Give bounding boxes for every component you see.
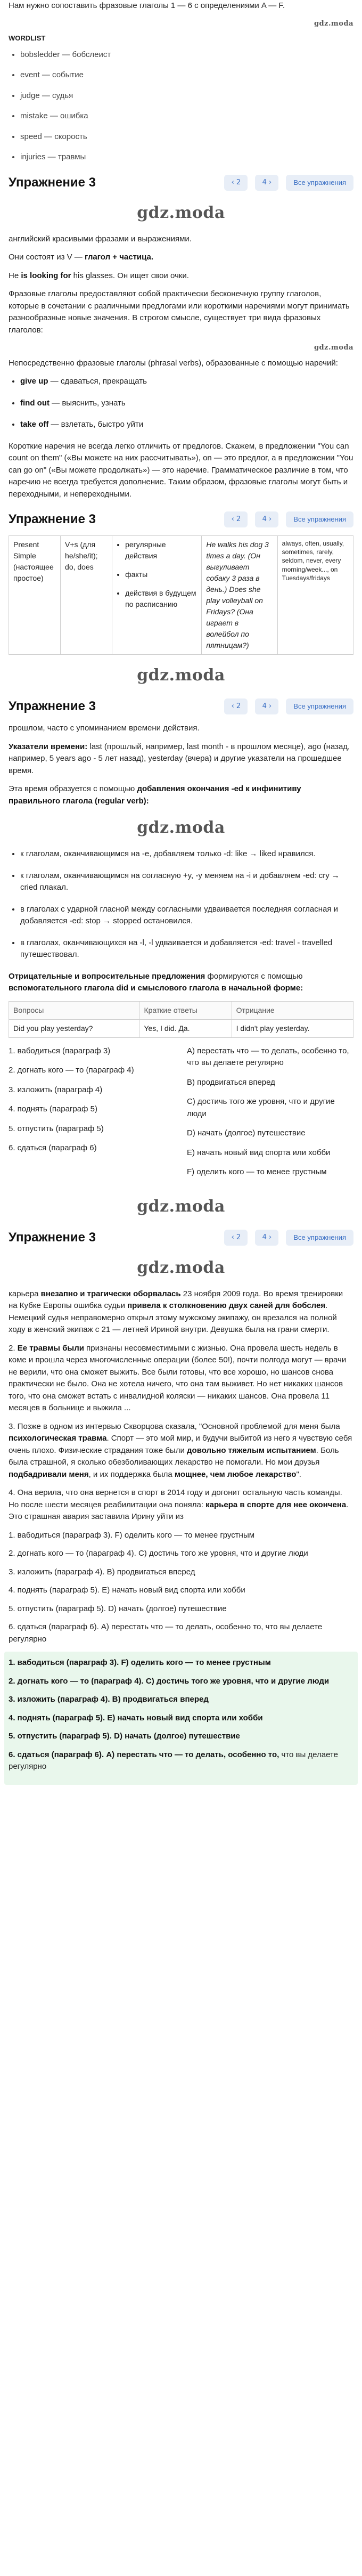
exercise-nav	[224, 175, 353, 191]
text-bold: give up	[20, 377, 48, 386]
left-column	[9, 1045, 175, 1186]
text-bold: 3. изложить (параграф 4). B) продвигаться вперед	[9, 1695, 209, 1704]
text: Они состоят из V —	[9, 253, 85, 262]
match-item: F) оделить кого — то менее грустным	[187, 1167, 327, 1176]
exercise-bar	[9, 697, 353, 716]
matching-columns	[9, 1045, 353, 1186]
list-item	[20, 419, 353, 431]
table-cell: He walks his dog 3 times a day. (Он выгуливает собаку 3 раза в день.) Does she play volleyball on Fridays? (Она играет в волейбол по пятницам?)	[202, 536, 277, 655]
text-bold: довольно тяжелым испытанием	[187, 1445, 316, 1455]
watermark: gdz.moda	[137, 818, 225, 837]
column-header: Отрицание	[232, 1001, 353, 1019]
paragraph	[9, 1487, 353, 1523]
wordlist-item: • event — событие	[20, 69, 353, 82]
text-bold: карьера в спорте для нее окончена	[205, 1500, 347, 1509]
wordlist-title: WORDLIST	[9, 34, 46, 42]
match-item: D) начать (долгое) путешествие	[187, 1128, 306, 1137]
next-exercise-button[interactable]: 4 ›	[255, 698, 278, 714]
text-bold: 6. сдаться (параграф 6). A) перестать что — то делать, особенно то,	[9, 1750, 279, 1759]
paragraph	[9, 251, 353, 264]
exercise-title: Упражнение 3	[9, 512, 96, 526]
exercise-bar	[9, 510, 353, 529]
table-cell: always, often, usually, sometimes, rarely, seldom, never, every morning/week..., on Tuesdays/fridays	[277, 536, 353, 655]
rules-list	[9, 848, 353, 961]
exercise-nav	[224, 1230, 353, 1246]
watermark: gdz.moda	[314, 344, 353, 352]
text-bold: внезапно и трагически оборвалась	[40, 1289, 181, 1298]
table-cell	[112, 536, 202, 655]
match-item: 1. вабодиться (параграф 3)	[9, 1046, 111, 1055]
table-cell: I didn't play yesterday.	[232, 1019, 353, 1037]
text: . Это страшная авария заставила Ирину уйти из	[9, 1500, 349, 1521]
text: 3. Позже в одном из интервью Скворцова сказала, "Основной проблемой для меня была	[9, 1421, 340, 1431]
text: — выяснить, узнать	[49, 398, 126, 408]
paragraph	[9, 1343, 353, 1415]
text-bold: take off	[20, 420, 49, 429]
exercise-bar	[9, 1228, 353, 1247]
answer-item: 3. изложить (параграф 4). B) продвигаться вперед	[9, 1567, 195, 1577]
next-exercise-button[interactable]: 4 ›	[255, 511, 278, 527]
text: 23 ноября 2009 года. Во время тренировки на Кубке Европы ошибка судьи	[9, 1289, 343, 1310]
table-cell: Present Simple (настоящее простое)	[9, 536, 61, 655]
questions-table	[9, 1001, 353, 1038]
match-item: C) достичь того же уровня, что и другие люди	[187, 1097, 335, 1118]
all-exercises-button[interactable]: Все упражнения	[286, 511, 353, 527]
prev-exercise-button[interactable]: ‹ 2	[224, 698, 248, 714]
exercise-title: Упражнение 3	[9, 175, 96, 190]
wordlist	[9, 49, 353, 164]
table-row	[9, 536, 353, 655]
answer-item	[9, 1749, 353, 1773]
exercise-bar	[9, 173, 353, 192]
text-bold: 4. поднять (параграф 5). E) начать новый вид спорта или хобби	[9, 1713, 263, 1722]
text-bold: 1. вабодиться (параграф 3). F) оделить кого — то менее грустным	[9, 1658, 271, 1667]
tense-table	[9, 535, 353, 655]
text: . Боль была страшной, я сколько обезболивающих лекарство не помогали. Но мои друзья	[9, 1445, 339, 1467]
text-bold: добавления окончания -ed к инфинитиву правильного глагола (regular verb):	[9, 784, 301, 806]
paragraph	[9, 1288, 353, 1336]
list-item: • факты	[125, 569, 197, 580]
text-bold: 5. отпустить (параграф 5). D) начать (долгое) путешествие	[9, 1732, 240, 1741]
text: 4. Она верила, что она вернется в спорт в 2014 году и догонит остальную часть команды. Но после шести месяцев реабилитации она поняла:	[9, 1488, 342, 1509]
wordlist-item: • speed — скорость	[20, 131, 353, 143]
paragraph	[9, 783, 353, 807]
exercise-title: Упражнение 3	[9, 1230, 96, 1245]
list-item	[20, 376, 353, 388]
answer-item: 6. сдаться (параграф 6). A) перестать что — то делать, особенно то, что вы делаете регулярно	[9, 1622, 323, 1644]
match-item: 4. поднять (параграф 5)	[9, 1104, 97, 1114]
wordlist-item: • injuries — травмы	[20, 151, 353, 164]
exercise-nav	[224, 511, 353, 527]
answer-item: 5. отпустить (параграф 5). D) начать (долгое) путешествие	[9, 1604, 227, 1613]
text: his glasses. Он ищет свои очки.	[71, 271, 189, 280]
answers-list	[9, 1530, 353, 1646]
table-header-row	[9, 1001, 353, 1019]
answer-item	[9, 1657, 353, 1669]
table-cell: Did you play yesterday?	[9, 1019, 139, 1037]
text-bold: подбадривали меня	[9, 1469, 89, 1479]
list-item: • в глаголах с ударной гласной между согласными удваивается последняя согласная и добавляется -ed: stop → stopped остановился.	[20, 904, 353, 928]
answer-item	[9, 1712, 353, 1725]
text: 2.	[9, 1343, 18, 1353]
answer-item	[9, 1694, 353, 1706]
text: формируются с помощью	[205, 971, 303, 981]
match-item: 5. отпустить (параграф 5)	[9, 1124, 104, 1133]
watermark: gdz.moda	[314, 19, 353, 28]
text: . Спорт — это мой мир, и будучи выбитой из него я чувствую себя очень плохо. Физические страдания тоже были	[9, 1434, 352, 1455]
paragraph	[9, 1421, 353, 1481]
watermark: gdz.moda	[137, 203, 225, 222]
match-item: 3. изложить (параграф 4)	[9, 1085, 103, 1094]
text-bold: is looking for	[21, 271, 71, 280]
next-exercise-button[interactable]: 4 ›	[255, 175, 278, 191]
paragraph: Фразовые глаголы предоставляют собой практически бесконечную группу глаголов, которые в сочетании с различными предлогами или короткими наречиями могут принимать разнообразные новые значения. В строгом смысле, существует три вида фразовых глаголов:	[9, 289, 350, 335]
prev-exercise-button[interactable]: ‹ 2	[224, 175, 248, 191]
paragraph: прошлом, часто с упоминанием времени действия.	[9, 724, 200, 733]
text-bold: find out	[20, 398, 50, 408]
watermark: gdz.moda	[137, 666, 225, 685]
match-item: E) начать новый вид спорта или хобби	[187, 1148, 331, 1157]
list-item	[20, 397, 353, 410]
prev-exercise-button[interactable]: ‹ 2	[224, 511, 248, 527]
answers-highlighted	[4, 1652, 358, 1785]
text-bold: глагол + частица.	[84, 253, 154, 262]
list-item: • действия в будущем по расписанию	[125, 588, 197, 610]
text: . Немецкий судья неправомерно открыл этому мужскому экипажу, он врезался на полной ходу в женский экипаж с 21 — летней Ириной внутри. Девушка была на грани смерти.	[9, 1301, 337, 1334]
all-exercises-button[interactable]: Все упражнения	[286, 698, 353, 714]
text-bold: психологическая травма	[9, 1434, 107, 1443]
right-column	[187, 1045, 353, 1186]
watermark: gdz.moda	[137, 1258, 225, 1277]
table-cell: Yes, I did. Да.	[139, 1019, 232, 1037]
list-item: • в глаголах, оканчивающихся на -l, -l удваивается и добавляется -ed: travel - travelled путешествовал.	[20, 937, 353, 961]
phrasal-list	[9, 376, 353, 431]
wordlist-item: • mistake — ошибка	[20, 110, 353, 123]
exercise-nav	[224, 698, 353, 714]
prev-exercise-button[interactable]: ‹ 2	[224, 1230, 248, 1246]
match-item: B) продвигаться вперед	[187, 1077, 275, 1087]
list-item: • регулярные действия	[125, 539, 197, 562]
answer-item: 4. поднять (параграф 5). E) начать новый вид спорта или хобби	[9, 1586, 245, 1595]
list-item: • к глаголам, оканчивающимся на -e, добавляем только -d: like → liked нравился.	[20, 848, 353, 860]
text: He	[9, 271, 21, 280]
table-cell: V+s (для he/she/it); do, does	[61, 536, 112, 655]
text-bold: мощнее, чем любое лекарство	[174, 1469, 297, 1479]
column-header: Краткие ответы	[139, 1001, 232, 1019]
match-item: 2. догнать кого — то (параграф 4)	[9, 1066, 134, 1075]
cell-list	[117, 539, 197, 610]
text-bold: Ее травмы были	[17, 1343, 84, 1353]
match-item: A) перестать что — то делать, особенно то, что вы делаете регулярно	[187, 1046, 349, 1067]
paragraph: Короткие наречия не всегда легко отличить от предлогов. Скажем, в предложении "You can count on them" («Вы можете на них рассчитывать»), on — это предлог, а в предложении "You can go on" («Вы можете продолжать») — это наречие. Грамматическое различие в том, что наречию не всегда требуется дополнение. Таким образом, фразовые глаголы могут быть и переходными, и непереходными.	[9, 441, 353, 499]
text-bold: 2. догнать кого — то (параграф 4). C) достичь того же уровня, что и другие люди	[9, 1676, 330, 1686]
match-item: 6. сдаться (параграф 6)	[9, 1143, 97, 1152]
all-exercises-button[interactable]: Все упражнения	[286, 1230, 353, 1246]
all-exercises-button[interactable]: Все упражнения	[286, 175, 353, 191]
text: — взлетать, быстро уйти	[48, 420, 144, 429]
answer-item: 2. догнать кого — то (параграф 4). C) достичь того же уровня, что и другие люди	[9, 1549, 308, 1558]
text-bold: привела к столкновению двух саней для бобслея	[127, 1301, 326, 1310]
text-bold: Указатели времени:	[9, 742, 88, 751]
answer-item: 1. вабодиться (параграф 3). F) оделить кого — то менее грустным	[9, 1530, 255, 1540]
text: last (прошлый, например, last month - в прошлом месяце), ago (назад, например, 5 years ago - 5 лет назад), yesterday (вчера) и другие указатели на прошедшее время.	[9, 742, 350, 775]
paragraph	[9, 971, 353, 995]
text-bold: вспомогательного глагола did и смыслового глагола в начальной форме:	[9, 984, 303, 993]
text: что вы делаете регулярно	[9, 1750, 338, 1771]
text: , и их поддержка была	[88, 1469, 175, 1479]
paragraph	[9, 270, 353, 282]
text: ".	[296, 1469, 301, 1479]
exercise-title: Упражнение 3	[9, 699, 96, 713]
text-bold: Отрицательные и вопросительные предложения	[9, 971, 205, 981]
text: — сдаваться, прекращать	[48, 377, 147, 386]
intro-text: Нам нужно сопоставить фразовые глаголы 1 — 6 с определениями A — F.	[9, 1, 285, 10]
next-exercise-button[interactable]: 4 ›	[255, 1230, 278, 1246]
wordlist-item: • bobsledder — бобслеист	[20, 49, 353, 61]
text: карьера	[9, 1289, 41, 1298]
paragraph: Непосредственно фразовые глаголы (phrasal verbs), образованные с помощью наречий:	[9, 358, 338, 368]
text: признаны несовместимыми с жизнью. Она провела шесть недель в коме и прошла через многочисленные операции (более 50!), почти полгода могут — врачи не верили, что она сможет выжить. Все были готовы, что все хорошо, но шансов снова практически не было. Она не хотела ничего, что она там выживет. Но нет никаких шансов того, что она сможет встать с инвалидной коляски — никаких шансов. Она провела 11 месяцев в больнице и выжила ...	[9, 1343, 347, 1412]
paragraph: английский красивыми фразами и выражениями.	[9, 234, 192, 243]
answer-item	[9, 1730, 353, 1743]
wordlist-item: • judge — судья	[20, 90, 353, 102]
watermark: gdz.moda	[137, 1197, 225, 1216]
list-item: • к глаголам, оканчивающимся на согласную +y, -y меняем на -i и добавляем -ed: cry → cried плакал.	[20, 870, 353, 894]
paragraph	[9, 741, 353, 777]
table-row	[9, 1019, 353, 1037]
answer-item	[9, 1676, 353, 1688]
text: Эта время образуется с помощью	[9, 784, 137, 793]
column-header: Вопросы	[9, 1001, 139, 1019]
